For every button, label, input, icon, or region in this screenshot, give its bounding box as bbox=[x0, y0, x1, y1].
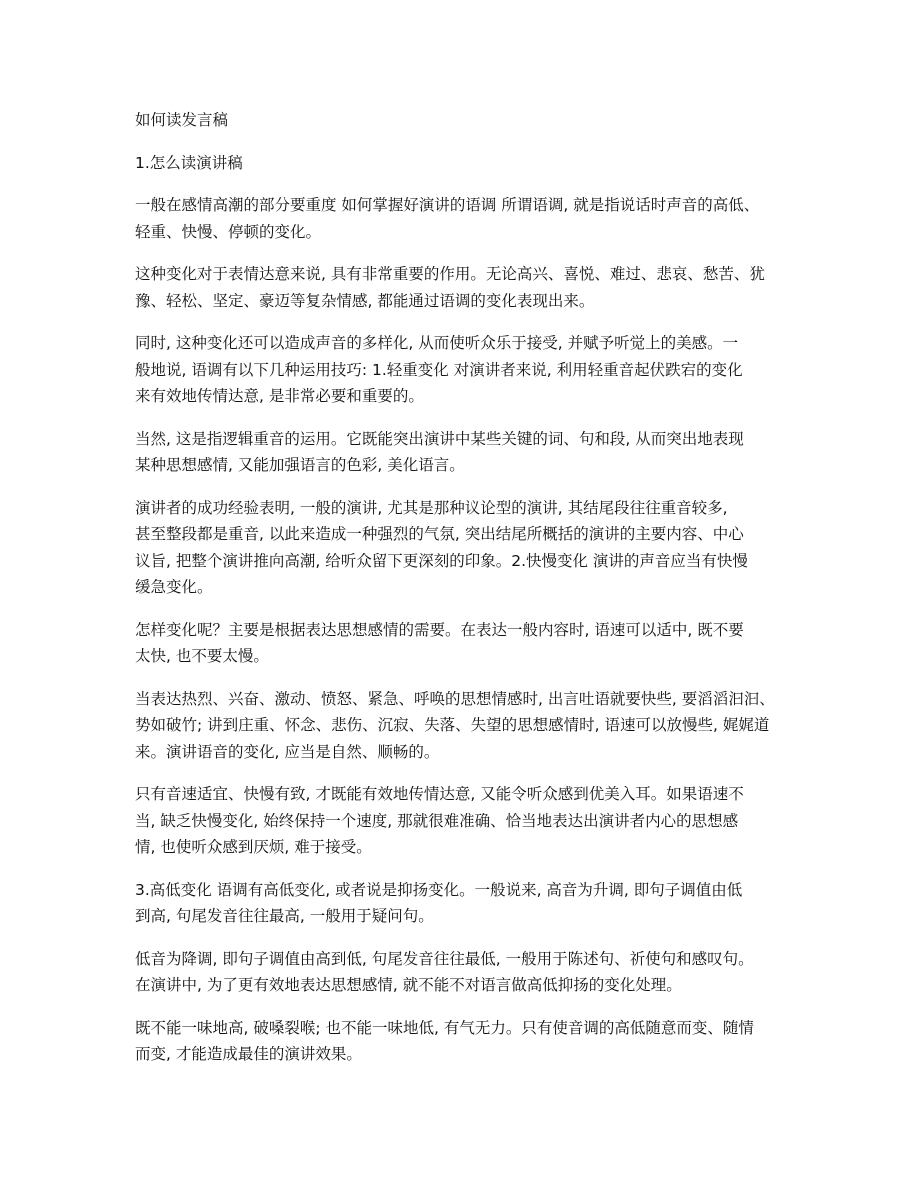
paragraph-line: 太快, 也不要太慢。 bbox=[135, 647, 269, 665]
paragraph bbox=[135, 495, 815, 601]
paragraph bbox=[135, 877, 815, 930]
document-title: 如何读发言稿 bbox=[135, 111, 229, 129]
paragraph-line: 只有音速适宜、快慢有致, 才既能有效地传情达意, 又能令听众感到优美入耳。如果语速不 bbox=[135, 785, 744, 803]
paragraph-line: 而变, 才能造成最佳的演讲效果。 bbox=[135, 1045, 362, 1063]
document-body bbox=[135, 150, 815, 1068]
paragraph-line: 势如破竹; 讲到庄重、怀念、悲伤、沉寂、失落、失望的思想感情时, 语速可以放慢些, 娓娓道 bbox=[135, 716, 770, 734]
paragraph-line: 甚至整段都是重音, 以此来造成一种强烈的气氛, 突出结尾所概括的演讲的主要内容、中心 bbox=[135, 525, 744, 543]
paragraph-line: 低音为降调, 即句子调值由高到低, 句尾发音往往最低, 一般用于陈述句、祈使句和感叹句。 bbox=[135, 949, 754, 968]
paragraph-line: 演讲者的成功经验表明, 一般的演讲, 尤其是那种议论型的演讲, 其结尾段往往重音较多, bbox=[135, 498, 728, 517]
paragraph bbox=[135, 192, 815, 245]
paragraph-line: 豫、轻松、坚定、豪迈等复杂情感, 都能通过语调的变化表现出来。 bbox=[135, 291, 595, 310]
paragraph bbox=[135, 426, 815, 479]
paragraph-line: 在演讲中, 为了更有效地表达思想感情, 就不能不对语言做高低抑扬的变化处理。 bbox=[135, 976, 682, 994]
paragraph bbox=[135, 330, 815, 410]
paragraph-line: 当, 缺乏快慢变化, 始终保持一个速度, 那就很难准确、恰当地表达出演讲者内心的思想感 bbox=[135, 811, 739, 830]
paragraph bbox=[135, 686, 815, 766]
paragraph-line: 议旨, 把整个演讲推向高潮, 给听众留下更深刻的印象。2.快慢变化 演讲的声音应当有快慢 bbox=[135, 551, 748, 570]
paragraph-line: 3.高低变化 语调有高低变化, 或者说是抑扬变化。一般说来, 高音为升调, 即句子调值由低 bbox=[135, 880, 743, 899]
paragraph bbox=[135, 946, 815, 999]
paragraph-line: 情, 也使听众感到厌烦, 难于接受。 bbox=[135, 838, 372, 856]
paragraph-line: 怎样变化呢？主要是根据表达思想感情的需要。在表达一般内容时, 语速可以适中, 既不要 bbox=[135, 620, 744, 639]
paragraph-line: 既不能一味地高, 破嗓裂喉; 也不能一味地低, 有气无力。只有使音调的高低随意而变、随情 bbox=[135, 1018, 754, 1037]
paragraph-line: 来。演讲语音的变化, 应当是自然、顺畅的。 bbox=[135, 742, 440, 761]
paragraph-line: 当表达热烈、兴奋、激动、愤怒、紧急、呼唤的思想情感时, 出言吐语就要快些, 要滔滔汩汩、 bbox=[135, 689, 775, 708]
paragraph-line: 轻重、快慢、停顿的变化。 bbox=[135, 222, 322, 241]
document-page bbox=[135, 107, 815, 1084]
paragraph-line: 般地说, 语调有以下几种运用技巧: 1.轻重变化 对演讲者来说, 利用轻重音起伏跌宕的变化 bbox=[135, 360, 743, 379]
paragraph bbox=[135, 1015, 815, 1068]
paragraph-line: 某种思想感情, 又能加强语言的色彩, 美化语言。 bbox=[135, 456, 465, 474]
paragraph-line: 来有效地传情达意, 是非常必要和重要的。 bbox=[135, 387, 424, 405]
paragraph-line: 这种变化对于表情达意来说, 具有非常重要的作用。无论高兴、喜悦、难过、悲哀、愁苦、犹 bbox=[135, 265, 765, 283]
paragraph bbox=[135, 261, 815, 314]
paragraph-line: 到高, 句尾发音往往最高, 一般用于疑问句。 bbox=[135, 907, 434, 925]
paragraph-line: 同时, 这种变化还可以造成声音的多样化, 从而使听众乐于接受, 并赋予听觉上的美感。一 bbox=[135, 334, 739, 352]
paragraph-line: 1.怎么读演讲稿 bbox=[135, 153, 243, 172]
paragraph-line: 缓急变化。 bbox=[135, 578, 213, 596]
paragraph-line: 当然, 这是指逻辑重音的运用。它既能突出演讲中某些关键的词、句和段, 从而突出地表现 bbox=[135, 429, 744, 448]
paragraph bbox=[135, 150, 815, 177]
paragraph bbox=[135, 617, 815, 670]
paragraph bbox=[135, 781, 815, 861]
paragraph-line: 一般在感情高潮的部分要重度 如何掌握好演讲的语调 所谓语调, 就是指说话时声音的高低、 bbox=[135, 196, 760, 214]
